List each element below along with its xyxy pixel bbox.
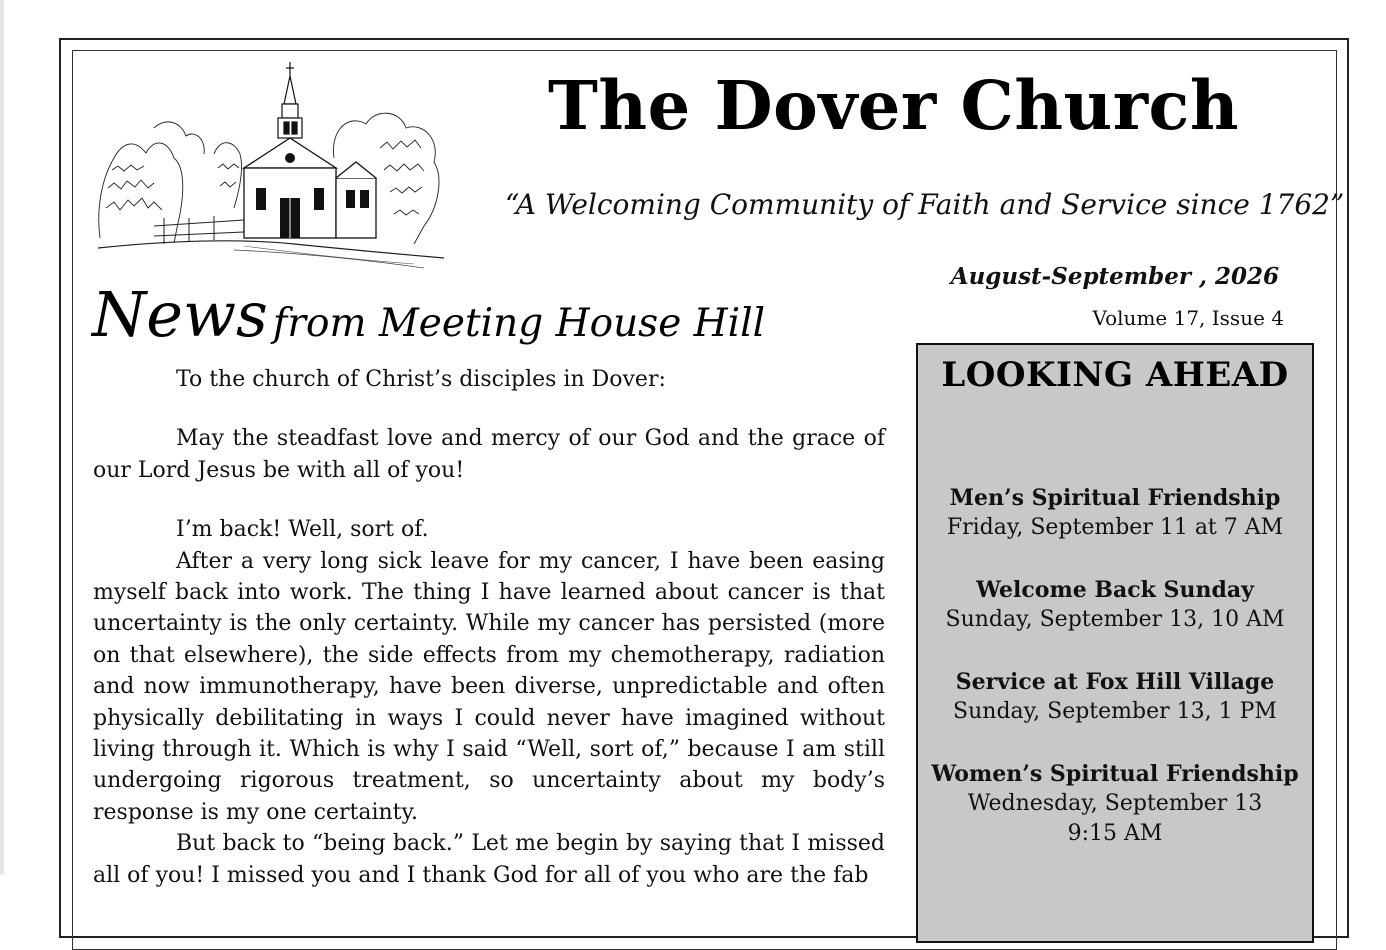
event-name: Welcome Back Sunday <box>976 577 1254 603</box>
event-list <box>918 395 1312 849</box>
event-name: Men’s Spiritual Friendship <box>949 485 1281 511</box>
church-illustration <box>94 58 446 270</box>
pastor-letter <box>93 364 885 891</box>
tagline: “A Welcoming Community of Faith and Service since 1762” <box>505 188 1345 221</box>
issue-volume: Volume 17, Issue 4 <box>1092 306 1284 330</box>
news-heading-big: News <box>92 278 268 351</box>
looking-ahead-title: LOOKING AHEAD <box>941 355 1289 395</box>
event-time-detail: 9:15 AM <box>1067 821 1163 846</box>
newsletter-title: The Dover Church <box>548 66 1240 145</box>
letter-paragraph: After a very long sick leave for my cancer, I have been easing myself back into work. The thing I have learned about cancer is that uncertainty is the only certainty. While my cancer has persisted (more on that elsewhere), the side effects from my chemotherapy, radiation and now immunotherapy, have been diverse, unpredictable and often physically debilitating in ways I could never have imagined without living through it. Which is why I said “Well, sort of,” because I am still undergoing rigorous treatment, so uncertainty about my body’s response is my one certainty. <box>93 548 885 825</box>
event-item <box>918 483 1312 543</box>
letter-paragraph: May the steadfast love and mercy of our God and the grace of our Lord Jesus be with all of you! <box>93 426 885 483</box>
news-heading-small: from Meeting House Hill <box>272 301 766 346</box>
looking-ahead-box <box>916 343 1314 943</box>
event-item <box>918 759 1312 849</box>
event-item <box>918 575 1312 635</box>
letter-paragraph: To the church of Christ’s disciples in Dover: <box>176 367 666 392</box>
issue-date: August-September , 2026 <box>950 263 1279 290</box>
event-item <box>918 667 1312 727</box>
event-name: Service at Fox Hill Village <box>955 669 1275 695</box>
event-time: Wednesday, September 13 <box>967 791 1263 816</box>
news-heading <box>92 278 765 351</box>
event-time: Sunday, September 13, 10 AM <box>945 607 1285 632</box>
event-time: Sunday, September 13, 1 PM <box>953 699 1277 724</box>
event-time: Friday, September 11 at 7 AM <box>946 515 1284 540</box>
page-edge <box>0 0 4 875</box>
event-name: Women’s Spiritual Friendship <box>931 761 1299 787</box>
letter-paragraph: But back to “being back.” Let me begin by saying that I missed all of you! I missed you and I thank God for all of you who are the fab <box>93 831 885 888</box>
letter-paragraph: I’m back! Well, sort of. <box>176 517 429 543</box>
